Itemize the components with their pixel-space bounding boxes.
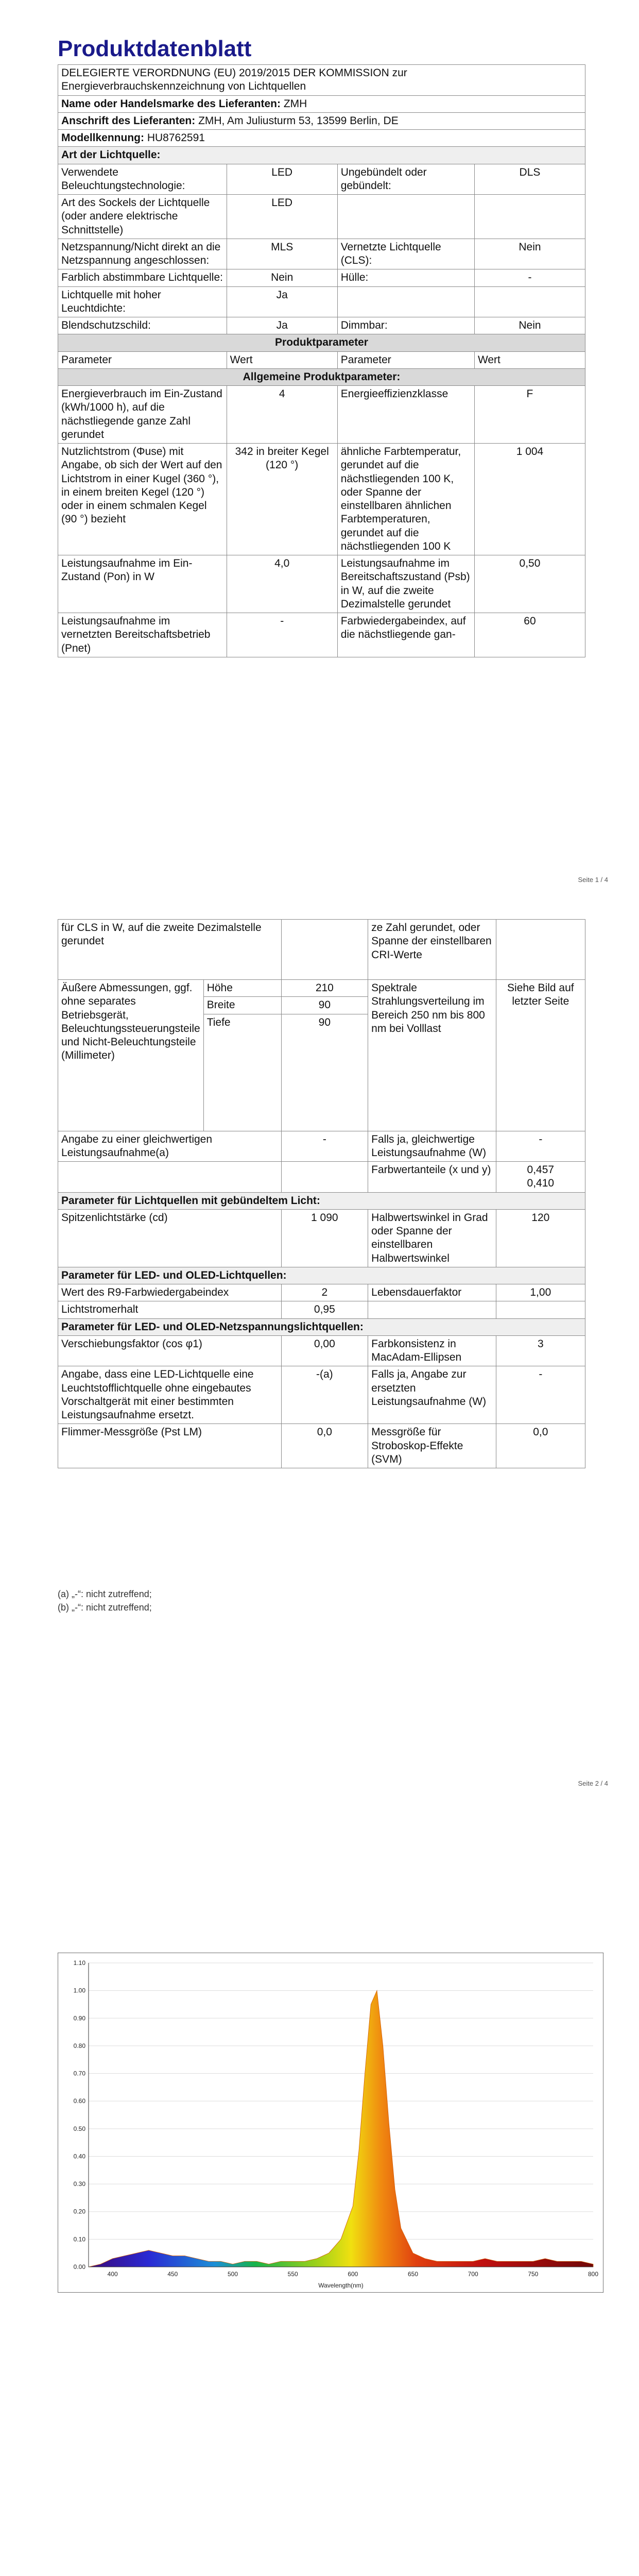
page-2 — [0, 904, 639, 1807]
param-value: 2 — [281, 1284, 368, 1301]
param-label: Farblich abstimmbare Lichtquelle: — [58, 269, 227, 286]
equivalent-power-w-value: - — [496, 1131, 585, 1162]
model-row — [58, 130, 585, 147]
param-label: Vernetzte Lichtquelle (CLS): — [337, 239, 474, 269]
param-row — [58, 386, 585, 444]
param-value: 1 090 — [281, 1209, 368, 1267]
param-label: Falls ja, Angabe zur ersetzten Leistungsaufnahme (W) — [368, 1366, 496, 1424]
param-value: Ja — [227, 286, 337, 317]
param-value: Nein — [227, 269, 337, 286]
param-label — [337, 195, 474, 239]
param-label: Energieeffizienzklasse — [337, 386, 474, 444]
dimension-value: 90 — [281, 1014, 368, 1131]
supplier-name-label: Name oder Handelsmarke des Lieferanten: — [61, 97, 281, 110]
param-label: Verwendete Beleuchtungstechnologie: — [58, 164, 227, 195]
mains-header: Parameter für LED- und OLED-Netzspannungslichtquellen: — [58, 1318, 585, 1335]
dimension-key: Tiefe — [203, 1014, 281, 1131]
param-label: Leistungsaufnahme im vernetzten Bereitschaftsbetrieb (Pnet) — [58, 613, 227, 657]
param-label: Blendschutzschild: — [58, 317, 227, 334]
param-label: Wert des R9-Farbwiedergabeindex — [58, 1284, 282, 1301]
dimensions-label: Äußere Abmessungen, ggf. ohne separates Betriebsgerät, Beleuchtungssteuerungsteile und Nicht-Beleuchtungsteile (Millimeter) — [58, 980, 204, 1131]
intro-line: DELEGIERTE VERORDNUNG (EU) 2019/2015 DER KOMMISSION zur — [61, 67, 407, 79]
empty-cell — [58, 1162, 282, 1193]
param-value: 0,00 — [281, 1335, 368, 1366]
y-tick-label: 0.80 — [73, 2042, 85, 2049]
param-value: DLS — [474, 164, 585, 195]
param-label: Dimmbar: — [337, 317, 474, 334]
param-value: Nein — [474, 239, 585, 269]
intro-line: Energieverbrauchskennzeichnung von Lichtquellen — [61, 80, 306, 93]
x-tick-label: 450 — [167, 2270, 178, 2278]
spectral-label: Spektrale Strahlungsverteilung im Bereich 250 nm bis 800 nm bei Volllast — [368, 980, 496, 1131]
param-label: Leistungsaufnahme im Ein-Zustand (Pon) in W — [58, 555, 227, 613]
supplier-address: ZMH, Am Juliusturm 53, 13599 Berlin, DE — [198, 114, 399, 127]
param-value: 0,95 — [281, 1301, 368, 1318]
param-value: LED — [227, 164, 337, 195]
type-header: Art der Lichtquelle: — [58, 147, 585, 164]
y-tick-label: 0.30 — [73, 2180, 85, 2188]
param-value: 120 — [496, 1209, 585, 1267]
x-tick-label: 800 — [588, 2270, 599, 2278]
x-tick-label: 600 — [348, 2270, 358, 2278]
y-tick-label: 1.10 — [73, 1959, 85, 1967]
chart-frame — [58, 1953, 603, 2293]
supplier-name: ZMH — [283, 97, 307, 110]
regulation-intro — [58, 65, 585, 96]
footnote: (b) „-“: nicht zutreffend; — [58, 1602, 152, 1613]
param-value: 0,50 — [474, 555, 585, 613]
chromaticity-label: Farbwertanteile (x und y) — [368, 1162, 496, 1193]
y-tick-label: 0.40 — [73, 2153, 85, 2160]
chromaticity-value — [496, 1162, 585, 1193]
param-value: - — [227, 613, 337, 657]
param-value: 4,0 — [227, 555, 337, 613]
param-value: F — [474, 386, 585, 444]
param-row — [58, 444, 585, 555]
param-label: Farbwiedergabeindex, auf die nächstliegende gan- — [337, 613, 474, 657]
continued-text-left: für CLS in W, auf die zweite Dezimalstelle gerundet — [58, 920, 282, 980]
param-label: Lichtstromerhalt — [58, 1301, 282, 1318]
param-label: Halbwertswinkel in Grad oder Spanne der einstellbaren Halbwertswinkel — [368, 1209, 496, 1267]
param-value: 0,0 — [496, 1424, 585, 1468]
param-value: 0,0 — [281, 1424, 368, 1468]
param-row — [58, 164, 585, 195]
param-row — [58, 286, 585, 317]
chromaticity-x: 0,457 — [527, 1164, 555, 1176]
param-col-header: Parameter — [58, 351, 227, 368]
empty-cell — [281, 920, 368, 980]
x-tick-label: 400 — [107, 2270, 118, 2278]
dimension-value: 90 — [281, 997, 368, 1014]
x-tick-label: 500 — [227, 2270, 238, 2278]
value-col-header: Wert — [227, 351, 337, 368]
led-header: Parameter für LED- und OLED-Lichtquellen: — [58, 1267, 585, 1284]
model-id: HU8762591 — [147, 132, 205, 144]
model-label: Modellkennung: — [61, 132, 144, 144]
dimension-value: 210 — [281, 980, 368, 997]
param-value — [474, 195, 585, 239]
param-value: 1 004 — [474, 444, 585, 555]
chromaticity-y: 0,410 — [527, 1177, 555, 1190]
param-value: 342 in breiter Kegel (120 °) — [227, 444, 337, 555]
param-col-header: Parameter — [337, 351, 474, 368]
param-value: 60 — [474, 613, 585, 657]
param-value: -(a) — [281, 1366, 368, 1424]
param-value: Nein — [474, 317, 585, 334]
param-label: Energieverbrauch im Ein-Zustand (kWh/1000 h), auf die nächstliegende ganze Zahl gerundet — [58, 386, 227, 444]
equivalent-power-w-label: Falls ja, gleichwertige Leistungsaufnahme (W) — [368, 1131, 496, 1162]
param-row — [58, 555, 585, 613]
param-label: ähnliche Farbtemperatur, gerundet auf die nächstliegenden 100 K, oder Spanne der einstellbaren ähnlichen Farbtemperaturen, gerundet auf die nächstliegenden 100 K — [337, 444, 474, 555]
param-value: Ja — [227, 317, 337, 334]
directional-header: Parameter für Lichtquellen mit gebündeltem Licht: — [58, 1192, 585, 1209]
y-tick-label: 0.10 — [73, 2235, 85, 2243]
supplier-address-row — [58, 112, 585, 129]
param-row — [58, 239, 585, 269]
spectral-chart — [58, 1953, 603, 2293]
x-axis-label: Wavelength(nm) — [318, 2282, 364, 2289]
param-label: Verschiebungsfaktor (cos φ1) — [58, 1335, 282, 1366]
y-tick-label: 0.70 — [73, 2070, 85, 2077]
supplier-name-row — [58, 95, 585, 112]
param-value: 4 — [227, 386, 337, 444]
y-tick-label: 0.90 — [73, 2014, 85, 2022]
param-label: Nutzlichtstrom (Φuse) mit Angabe, ob sich der Wert auf den Lichtstrom in einer Kugel (360 °), in einem breiten Kegel (120 °) oder in einem schmalen Kegel (90 °) bezieht — [58, 444, 227, 555]
dimension-key: Breite — [203, 997, 281, 1014]
page-number: Seite 1 / 4 — [578, 876, 608, 884]
param-value: MLS — [227, 239, 337, 269]
param-row — [58, 195, 585, 239]
y-tick-label: 0.50 — [73, 2125, 85, 2132]
x-tick-label: 750 — [528, 2270, 539, 2278]
equivalent-power-label: Angabe zu einer gleichwertigen Leistungsaufnahme(a) — [58, 1131, 282, 1162]
param-value: - — [496, 1366, 585, 1424]
equivalent-power-value: - — [281, 1131, 368, 1162]
param-label: Lebensdauerfaktor — [368, 1284, 496, 1301]
document-title: Produktdatenblatt — [58, 36, 252, 61]
param-label: Messgröße für Stroboskop-Effekte (SVM) — [368, 1424, 496, 1468]
page2-table — [58, 919, 585, 1468]
params-header: Produktparameter — [58, 334, 585, 351]
param-label: Lichtquelle mit hoher Leuchtdichte: — [58, 286, 227, 317]
page1-table — [58, 64, 585, 657]
param-label: Netzspannung/Nicht direkt an die Netzspannung angeschlossen: — [58, 239, 227, 269]
y-tick-label: 0.60 — [73, 2097, 85, 2105]
x-tick-label: 550 — [287, 2270, 298, 2278]
empty-cell — [496, 1301, 585, 1318]
x-tick-label: 700 — [468, 2270, 478, 2278]
y-tick-label: 1.00 — [73, 1987, 85, 1994]
x-tick-label: 650 — [407, 2270, 419, 2278]
param-row — [58, 317, 585, 334]
value-col-header: Wert — [474, 351, 585, 368]
param-label: Art des Sockels der Lichtquelle (oder andere elektrische Schnittstelle) — [58, 195, 227, 239]
y-tick-label: 0.20 — [73, 2208, 85, 2215]
param-value — [474, 286, 585, 317]
param-label: Leistungsaufnahme im Bereitschaftszustand (Psb) in W, auf die zweite Dezimalstelle gerundet — [337, 555, 474, 613]
param-row — [58, 613, 585, 657]
supplier-address-label: Anschrift des Lieferanten: — [61, 114, 196, 127]
footnote: (a) „-“: nicht zutreffend; — [58, 1589, 152, 1599]
spectral-value: Siehe Bild auf letzter Seite — [496, 980, 585, 1131]
param-value: - — [474, 269, 585, 286]
continued-text-right: ze Zahl gerundet, oder Spanne der einstellbaren CRI-Werte — [368, 920, 496, 980]
param-value: LED — [227, 195, 337, 239]
empty-cell — [368, 1301, 496, 1318]
param-value: 3 — [496, 1335, 585, 1366]
page-1 — [0, 0, 639, 904]
param-label: Hülle: — [337, 269, 474, 286]
param-label: Farbkonsistenz in MacAdam-Ellipsen — [368, 1335, 496, 1366]
empty-cell — [496, 920, 585, 980]
param-label — [337, 286, 474, 317]
y-tick-label: 0.00 — [73, 2263, 85, 2270]
param-label: Ungebündelt oder gebündelt: — [337, 164, 474, 195]
param-label: Angabe, dass eine LED-Lichtquelle eine Leuchtstofflichtquelle ohne eingebautes Vorschaltgerät mit einer bestimmten Leistungsaufnahme ersetzt. — [58, 1366, 282, 1424]
empty-cell — [281, 1162, 368, 1193]
page-number: Seite 2 / 4 — [578, 1780, 608, 1787]
dimension-key: Höhe — [203, 980, 281, 997]
param-label: Spitzenlichtstärke (cd) — [58, 1209, 282, 1267]
param-value: 1,00 — [496, 1284, 585, 1301]
param-label: Flimmer-Messgröße (Pst LM) — [58, 1424, 282, 1468]
general-header: Allgemeine Produktparameter: — [58, 368, 585, 385]
param-row — [58, 269, 585, 286]
